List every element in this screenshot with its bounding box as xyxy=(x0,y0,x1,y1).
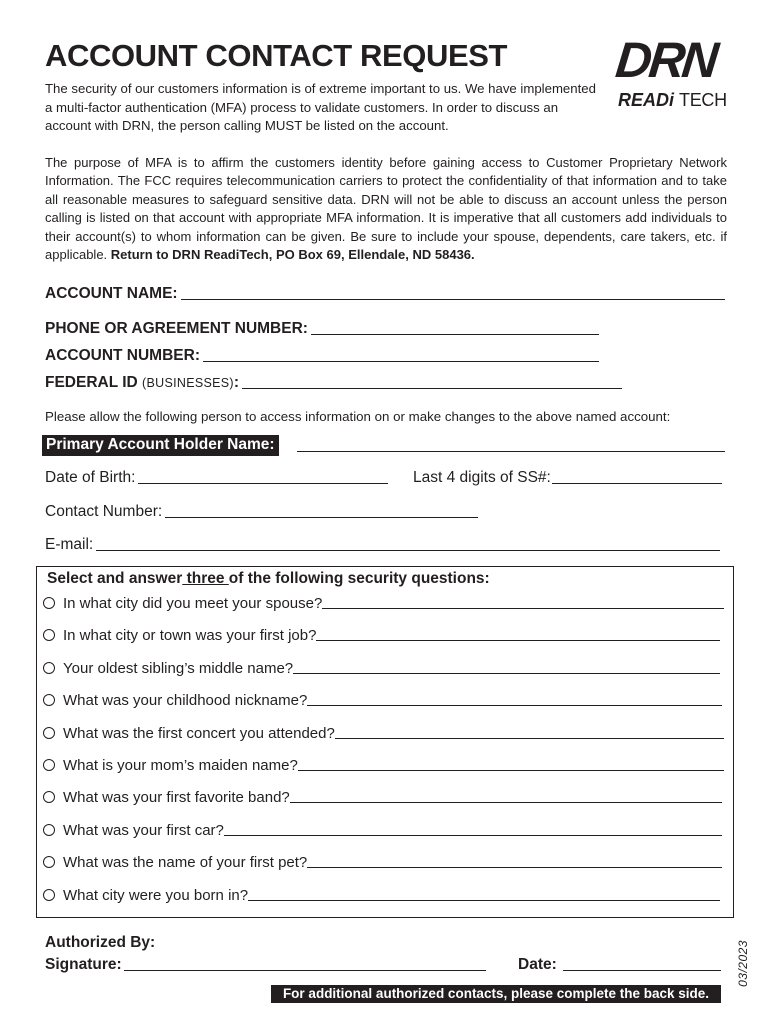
date-of-birth-label: Date of Birth: xyxy=(45,469,136,486)
account-number-line[interactable] xyxy=(203,360,599,362)
security-question-text: What was the first concert you attended? xyxy=(63,724,335,742)
logo-readitech-text xyxy=(618,90,727,111)
date-field[interactable] xyxy=(518,956,721,974)
security-question-item[interactable] xyxy=(43,887,720,904)
email-field[interactable] xyxy=(45,536,720,554)
security-answer-line[interactable] xyxy=(293,672,720,674)
date-label: Date: xyxy=(518,956,557,973)
security-question-item[interactable] xyxy=(43,627,720,644)
page-title: ACCOUNT CONTACT REQUEST xyxy=(45,38,508,73)
security-question-item[interactable] xyxy=(43,757,724,774)
date-line[interactable] xyxy=(563,969,721,971)
account-name-line[interactable] xyxy=(181,298,725,300)
contact-number-line[interactable] xyxy=(165,516,478,518)
federal-id-colon: : xyxy=(233,374,240,391)
security-question-text: What city were you born in? xyxy=(63,886,249,904)
federal-id-note: (BUSINESSES) xyxy=(142,376,234,390)
contact-number-label: Contact Number: xyxy=(45,503,163,520)
security-question-text: In what city or town was your first job? xyxy=(63,627,317,645)
authorized-by-label: Authorized By: xyxy=(45,934,156,951)
question-checkbox-icon[interactable] xyxy=(43,629,55,641)
security-question-item[interactable] xyxy=(43,595,724,612)
security-question-text: Your oldest sibling’s middle name? xyxy=(63,659,294,677)
ssn-line[interactable] xyxy=(552,482,722,484)
question-checkbox-icon[interactable] xyxy=(43,597,55,609)
account-number-label: ACCOUNT NUMBER: xyxy=(45,347,200,364)
security-answer-line[interactable] xyxy=(307,866,722,868)
phone-agreement-label: PHONE OR AGREEMENT NUMBER: xyxy=(45,320,308,337)
date-of-birth-field[interactable] xyxy=(45,469,388,487)
email-line[interactable] xyxy=(96,549,720,551)
federal-id-field[interactable] xyxy=(45,374,622,392)
contact-number-field[interactable] xyxy=(45,503,478,521)
security-question-item[interactable] xyxy=(43,725,724,742)
security-question-item[interactable] xyxy=(43,692,722,709)
security-questions-header xyxy=(47,570,490,588)
federal-id-text: FEDERAL ID xyxy=(45,374,138,391)
email-label: E-mail: xyxy=(45,536,94,553)
security-question-item[interactable] xyxy=(43,660,720,677)
primary-account-holder-label: Primary Account Holder Name: xyxy=(42,435,279,456)
account-name-label: ACCOUNT NAME: xyxy=(45,285,178,302)
security-question-text: What is your mom’s maiden name? xyxy=(63,757,298,774)
question-checkbox-icon[interactable] xyxy=(43,759,55,771)
logo-tech: TECH xyxy=(679,90,727,110)
questions-header-emph: three xyxy=(182,570,229,587)
logo-readi: READi xyxy=(618,90,675,110)
ssn-field[interactable] xyxy=(413,469,722,487)
question-checkbox-icon[interactable] xyxy=(43,889,55,901)
question-checkbox-icon[interactable] xyxy=(43,791,55,803)
question-checkbox-icon[interactable] xyxy=(43,662,55,674)
security-questions-box xyxy=(36,566,734,918)
federal-id-line[interactable] xyxy=(242,387,622,389)
ssn-label: Last 4 digits of SS#: xyxy=(413,469,551,486)
security-answer-line[interactable] xyxy=(224,834,722,836)
security-question-text: What was the name of your first pet? xyxy=(63,854,308,872)
intro-paragraph: The security of our customers information is of extreme important to us. We have implemented a multi-factor authentication (MFA) process to validate customers. In order to discuss an account with DRN, the person calling MUST be listed on the account. xyxy=(45,81,596,133)
question-checkbox-icon[interactable] xyxy=(43,856,55,868)
purpose-text: The purpose of MFA is to affirm the customers identity before gaining access to Customer Proprietary Network Information. The FCC requires telecommunication carriers to protect the confidentiality of that information and to take all reasonable measures to safeguard sensitive data. DRN will not be able to discuss an account unless the person calling is listed on that account with appropriate MFA information. It is imperative that all customers add individuals to their account(s) to whom information can be given. Be sure to include your spouse, dependents, care takers, etc. if applicable. xyxy=(45,155,727,263)
logo-drn-text: DRN xyxy=(613,32,719,88)
date-of-birth-line[interactable] xyxy=(138,482,388,484)
form-revision-date: 03/2023 xyxy=(736,940,750,987)
primary-account-holder-line[interactable] xyxy=(297,450,725,452)
footer-note: For additional authorized contacts, please complete the back side. xyxy=(271,985,721,1003)
signature-label: Signature: xyxy=(45,956,122,973)
drn-readitech-logo xyxy=(610,32,730,118)
security-question-text: What was your first favorite band? xyxy=(63,789,290,807)
account-name-field[interactable] xyxy=(45,285,725,303)
security-answer-line[interactable] xyxy=(298,769,724,771)
security-answer-line[interactable] xyxy=(335,737,724,739)
security-question-text: What was your childhood nickname? xyxy=(63,692,308,710)
questions-header-post: of the following security questions: xyxy=(228,570,490,587)
account-number-field[interactable] xyxy=(45,347,599,365)
question-checkbox-icon[interactable] xyxy=(43,694,55,706)
return-address: Return to DRN ReadiTech, PO Box 69, Ellendale, ND 58436. xyxy=(110,247,475,263)
security-question-item[interactable] xyxy=(43,854,722,871)
security-answer-line[interactable] xyxy=(290,801,722,803)
security-answer-line[interactable] xyxy=(316,639,720,641)
security-question-text: What was your first car? xyxy=(63,821,224,839)
security-question-item[interactable] xyxy=(43,822,722,839)
question-checkbox-icon[interactable] xyxy=(43,727,55,739)
security-question-text: In what city did you meet your spouse? xyxy=(63,595,323,612)
security-answer-line[interactable] xyxy=(307,704,722,706)
signature-line[interactable] xyxy=(124,969,486,971)
question-checkbox-icon[interactable] xyxy=(43,824,55,836)
phone-agreement-line[interactable] xyxy=(311,333,599,335)
signature-field[interactable] xyxy=(45,956,486,974)
security-question-item[interactable] xyxy=(43,789,722,806)
security-answer-line[interactable] xyxy=(322,607,724,609)
federal-id-label xyxy=(45,374,239,392)
allow-access-text: Please allow the following person to access information on or make changes to the above named account: xyxy=(45,409,671,424)
security-answer-line[interactable] xyxy=(248,899,720,901)
phone-agreement-field[interactable] xyxy=(45,320,599,338)
purpose-paragraph xyxy=(45,154,727,264)
questions-header-pre: Select and answer xyxy=(47,570,183,587)
